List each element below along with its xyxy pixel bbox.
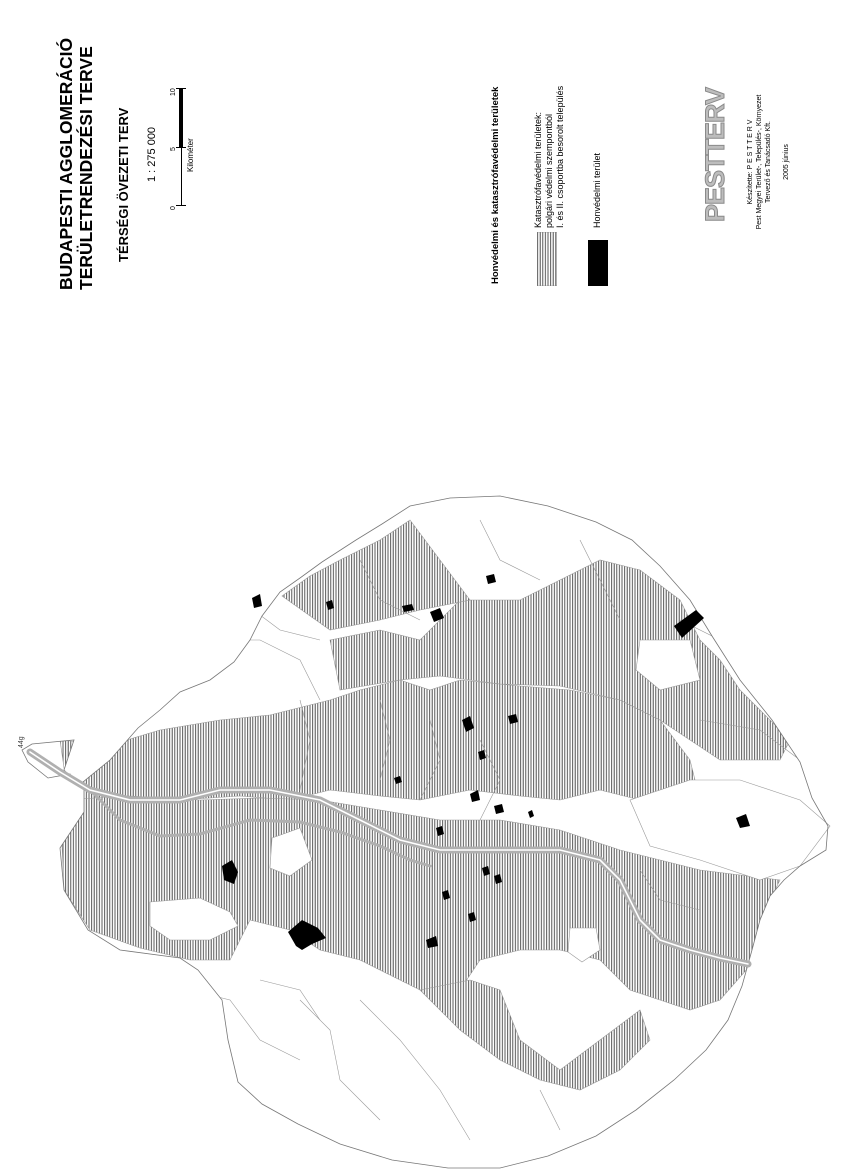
legend-title: Honvédelmi és katasztrófavédelmi területek [490, 86, 501, 284]
credits-block [746, 78, 791, 246]
zone-north [60, 680, 700, 810]
scale-tick-10: 10 [170, 88, 177, 96]
credits-prepared-by: Készítette: P E S T T E R V [747, 119, 754, 205]
legend-item-disaster-line2: polgári védelmi szempontból [544, 113, 554, 228]
legend-swatch-hatched [537, 232, 557, 286]
scale-bar [176, 88, 186, 206]
scale-bar-segment-1 [179, 88, 183, 147]
scale-tick-5: 5 [170, 147, 177, 151]
scale-tick-0: 0 [170, 206, 177, 210]
legend-item-disaster [533, 86, 566, 228]
legend-swatch-military [588, 240, 608, 286]
scale-bar-mid [176, 147, 186, 148]
legend-item-disaster-line1: Katasztrófavédelmi területek: [533, 111, 543, 228]
credits-date: 2005 június [783, 144, 790, 180]
map-subtitle: TÉRSÉGI ÖVEZETI TERV [116, 107, 131, 262]
map-title-line1: BUDAPESTI AGGLOMERÁCIÓ [56, 37, 76, 290]
scale-bar-segment-2 [181, 147, 182, 206]
credits-org-line2: Tervező és Tanácsadó Kft. [765, 121, 772, 203]
military-area-7 [252, 594, 262, 608]
pestterv-logo: PESTTERV [700, 87, 730, 222]
legend-item-military: Honvédelmi terület [592, 152, 602, 228]
map-title [56, 38, 96, 290]
scale-bar-end [176, 88, 186, 89]
scale-bar-start [176, 205, 186, 206]
map-title-line2: TERÜLETRENDEZÉSI TERVE [76, 46, 96, 290]
credits-org-line1: Pest Megyei Terület-, Település-, Környezet [756, 94, 763, 230]
map-corner-label: 44g [18, 736, 25, 748]
scale-unit: Kilométer [186, 138, 195, 172]
legend-item-disaster-line3: I. és II. csoportba besorolt település [555, 85, 565, 228]
scale-ratio: 1 : 275 000 [146, 126, 158, 182]
